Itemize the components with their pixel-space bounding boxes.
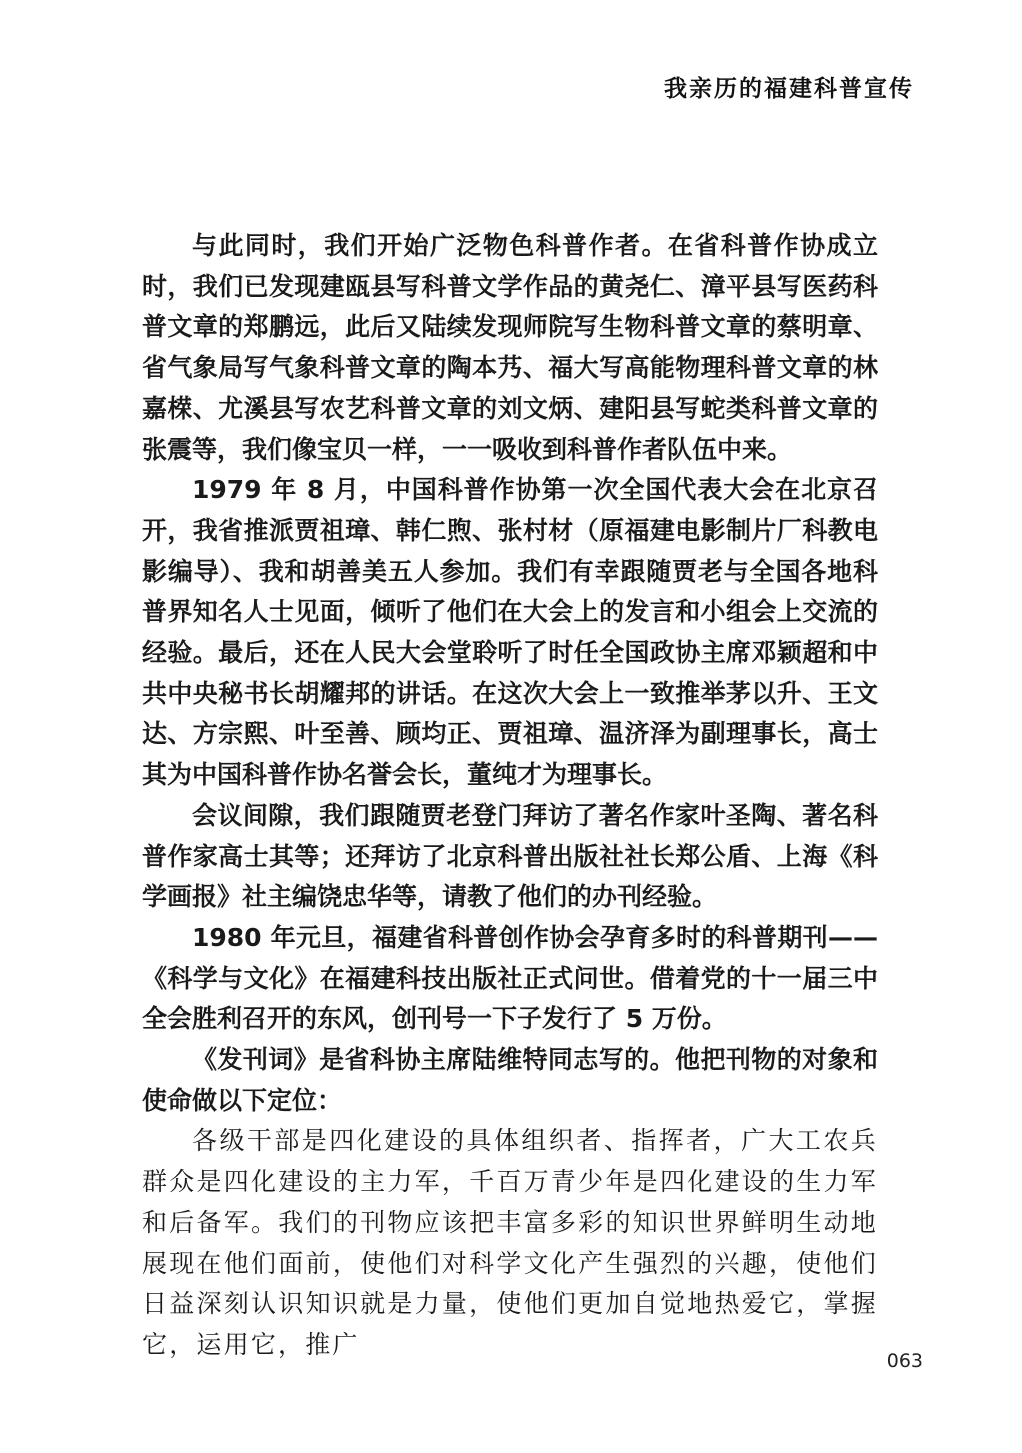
paragraph-4: 1980 年元旦，福建省科普创作协会孕育多时的科普期刊——《科学与文化》在福建科技出版社正式问世。借着党的十一届三中全会胜利召开的东风，创刊号一下子发行了 5 万份。 xyxy=(142,922,878,1034)
body-text xyxy=(142,226,878,1366)
paragraph-3: 会议间隙，我们跟随贾老登门拜访了著名作家叶圣陶、著名科普作家高士其等；还拜访了北京科普出版社社长郑公盾、上海《科学画报》社主编饶忠华等，请教了他们的办刊经验。 xyxy=(142,800,878,912)
paragraph-2: 1979 年 8 月，中国科普作协第一次全国代表大会在北京召开，我省推派贾祖璋、韩仁煦、张村材（原福建电影制片厂科教电影编导）、我和胡善美五人参加。我们有幸跟随贾老与全国各地科普界知名人士见面，倾听了他们在大会上的发言和小组会上交流的经验。最后，还在人民大会堂聆听了时任全国政协主席邓颖超和中共中央秘书长胡耀邦的讲话。在这次大会上一致推举茅以升、王文达、方宗熙、叶至善、顾均正、贾祖璋、温济泽为副理事长，高士其为中国科普作协名誉会长，董纯才为理事长。 xyxy=(142,475,878,790)
page-number: 063 xyxy=(886,1350,923,1372)
paragraph-5: 《发刊词》是省科协主席陆维特同志写的。他把刊物的对象和使命做以下定位： xyxy=(142,1045,878,1115)
running-header: 我亲历的福建科普宣传 xyxy=(664,76,914,102)
paragraph-1: 与此同时，我们开始广泛物色科普作者。在省科普作协成立时，我们已发现建瓯县写科普文学作品的黄尧仁、漳平县写医药科普文章的郑鹏远，此后又陆续发现师院写生物科普文章的蔡明章、省气象局写气象科普文章的陶本艿、福大写高能物理科普文章的林嘉㮠、尤溪县写农艺科普文章的刘文炳、建阳县写蛇类科普文章的张震等，我们像宝贝一样，一一吸收到科普作者队伍中来。 xyxy=(142,231,878,464)
quoted-paragraph: 各级干部是四化建设的具体组织者、指挥者，广大工农兵群众是四化建设的主力军，千百万青少年是四化建设的生力军和后备军。我们的刊物应该把丰富多彩的知识世界鲜明生动地展现在他们面前，使他们对科学文化产生强烈的兴趣，使他们日益深刻认识知识就是力量，使他们更加自觉地热爱它，掌握它，运用它，推广 xyxy=(142,1126,878,1359)
